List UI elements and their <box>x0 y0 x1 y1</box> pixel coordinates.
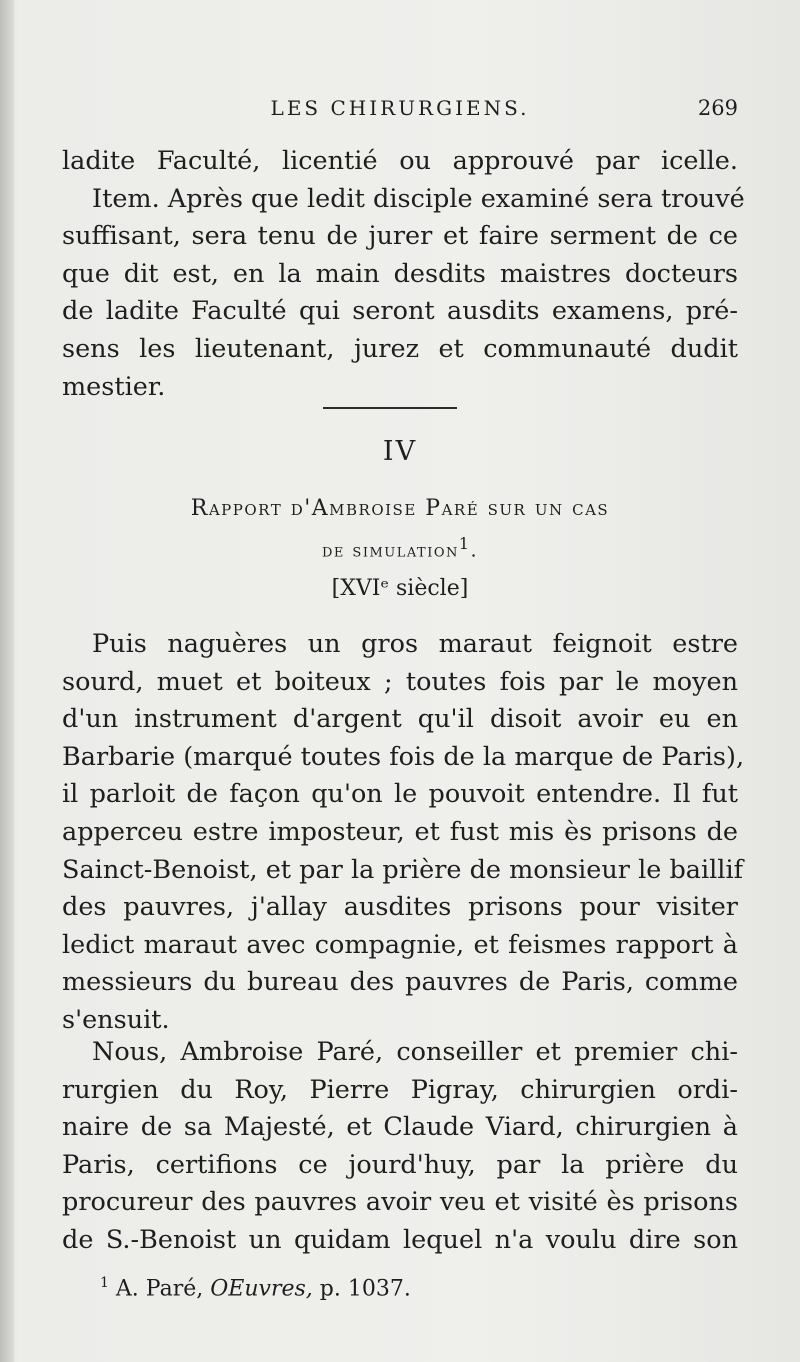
text-line: que dit est, en la main desdits maistres docteurs <box>62 258 738 289</box>
footnote <box>100 1275 411 1301</box>
text-line: procureur des pauvres avoir veu et visité ès prisons <box>62 1187 738 1218</box>
text-line: messieurs du bureau des pauvres de Paris, comme <box>62 967 738 998</box>
section-title-line-2 <box>62 534 738 561</box>
running-head: LES CHIRURGIENS. <box>270 96 530 120</box>
paragraph-2 <box>62 1034 738 1260</box>
footnote-page: p. 1037. <box>319 1276 411 1302</box>
text-line: Item. Après que ledit disciple examiné sera trouvé <box>92 183 745 214</box>
section-title-period: . <box>470 539 479 562</box>
text-line: Nous, Ambroise Paré, conseiller et premier chi- <box>92 1037 738 1067</box>
footnote-marker: 1 <box>100 1275 109 1291</box>
text-line: ledict maraut avec compagnie, et feismes rapport à <box>62 929 738 960</box>
footnote-author: A. Paré, <box>115 1276 204 1302</box>
top-paragraph <box>62 143 745 406</box>
text-line: de ladite Faculté qui seront ausdits examens, pré- <box>62 296 738 327</box>
text-line: suffisant, sera tenu de jurer et faire serment de ce <box>62 221 738 252</box>
footnote-reference: 1 <box>458 534 471 553</box>
page-gutter-shadow <box>0 0 14 1362</box>
text-line: sourd, muet et boiteux ; toutes fois par le moyen <box>62 666 738 697</box>
text-line: rurgien du Roy, Pierre Pigray, chirurgien ordi- <box>62 1074 738 1105</box>
section-title-text: de simulation <box>321 539 459 562</box>
text-line: naire de sa Majesté, et Claude Viard, chirurgien à <box>62 1112 738 1143</box>
footnote-title: OEuvres, <box>210 1276 313 1302</box>
text-line: Paris, certifions ce jourd'huy, par la prière du <box>62 1149 738 1180</box>
text-line: Puis naguères un gros maraut feignoit estre <box>92 629 738 659</box>
text-line: sens les lieutenant, jurez et communauté dudit <box>62 333 738 364</box>
page-header <box>62 92 738 132</box>
text-line: ladite Faculté, licentié ou approuvé par icelle. <box>62 146 738 176</box>
text-line: s'ensuit. <box>62 1004 170 1035</box>
text-line: de S.-Benoist un quidam lequel n'a voulu dire son <box>62 1224 738 1255</box>
text-line: d'un instrument d'argent qu'il disoit avoir eu en <box>62 704 738 735</box>
paragraph-1 <box>62 626 745 1040</box>
text-line: mestier. <box>62 371 166 402</box>
text-line: Barbarie (marqué toutes fois de la marque de Paris), <box>62 741 745 772</box>
section-number: IV <box>382 436 418 467</box>
text-line: des pauvres, j'allay ausdites prisons pour visiter <box>62 892 738 923</box>
text-line: apperceu estre imposteur, et fust mis ès prisons de <box>62 816 738 847</box>
page-number: 269 <box>697 96 738 120</box>
section-divider <box>323 407 457 409</box>
text-line: Sainct-Benoist, et par la prière de monsieur le baillif <box>62 854 744 885</box>
text-line: il parloit de façon qu'on le pouvoit entendre. Il fut <box>62 779 738 810</box>
section-title-line-1: Rapport d'Ambroise Paré sur un cas <box>190 496 610 521</box>
century-label: [XVIᵉ siècle] <box>331 576 469 601</box>
